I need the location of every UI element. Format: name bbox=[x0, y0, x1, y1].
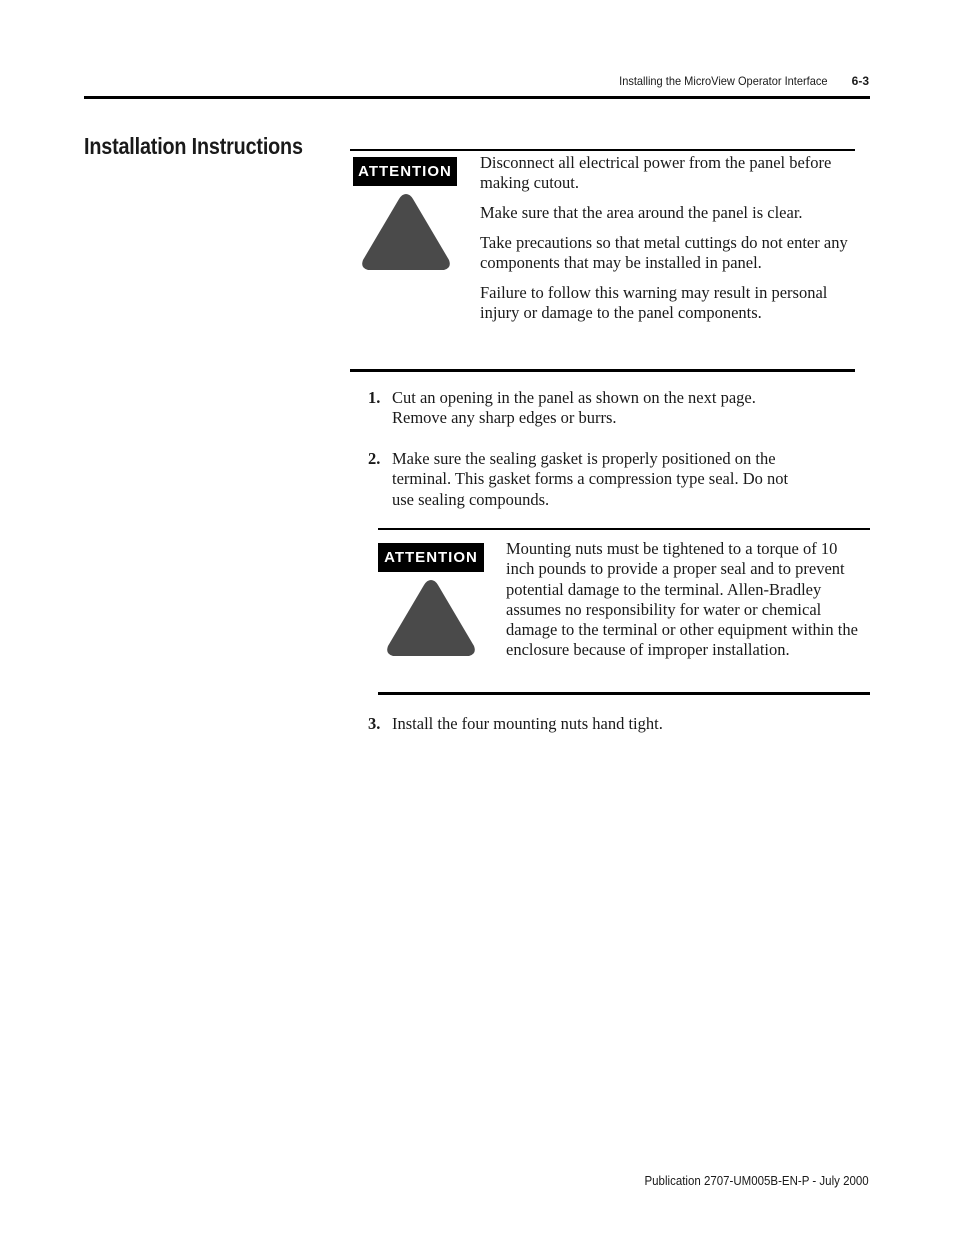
section-title: Installation Instructions bbox=[84, 133, 303, 159]
step-line: Install the four mounting nuts hand tight. bbox=[392, 714, 663, 733]
step-line: Remove any sharp edges or burrs. bbox=[392, 408, 617, 428]
step-line: Cut an opening in the panel as shown on the next page. bbox=[392, 388, 756, 407]
attention-paragraph: Take precautions so that metal cuttings do not enter any components that may be installed in panel. bbox=[480, 232, 848, 273]
step-number: 3. bbox=[368, 714, 381, 733]
step-1 bbox=[368, 388, 838, 430]
attention-paragraph: Disconnect all electrical power from the panel before making cutout. bbox=[480, 153, 832, 193]
step-text bbox=[392, 714, 663, 734]
step-line: Make sure the sealing gasket is properly positioned on the bbox=[392, 449, 776, 468]
step-text bbox=[392, 388, 756, 429]
attention-badge-1: ATTENTION bbox=[353, 157, 457, 186]
header-rule bbox=[84, 96, 870, 99]
warning-triangle-icon bbox=[358, 188, 454, 274]
step-3 bbox=[368, 714, 768, 736]
publication-footer: Publication 2707-UM005B-EN-P - July 2000 bbox=[644, 1174, 869, 1188]
step-number: 2. bbox=[368, 449, 381, 468]
step-line: use sealing compounds. bbox=[392, 489, 550, 509]
attention-paragraph: Failure to follow this warning may result in personal injury or damage to the panel components. bbox=[480, 282, 828, 323]
step-line: terminal. This gasket forms a compression type seal. Do not bbox=[392, 469, 789, 489]
running-header-title: Installing the MicroView Operator Interface bbox=[619, 74, 828, 88]
attention-text-2 bbox=[506, 539, 868, 670]
page-number: 6-3 bbox=[851, 74, 869, 88]
step-number: 1. bbox=[368, 388, 381, 407]
step-2 bbox=[368, 449, 858, 511]
step-text bbox=[392, 449, 788, 510]
warning-triangle-icon bbox=[383, 574, 479, 660]
attention-paragraph: Mounting nuts must be tightened to a torque of 10 inch pounds to provide a proper seal and to prevent potential damage to the terminal. Allen-Bradley assumes no responsibility for water or chemical damage to the terminal or other equipment within the enclosure because of improper installation. bbox=[506, 539, 858, 660]
attention-badge-2: ATTENTION bbox=[378, 543, 484, 572]
attention-paragraph: Make sure that the area around the panel is clear. bbox=[480, 203, 803, 223]
attention-text-1 bbox=[480, 153, 852, 333]
